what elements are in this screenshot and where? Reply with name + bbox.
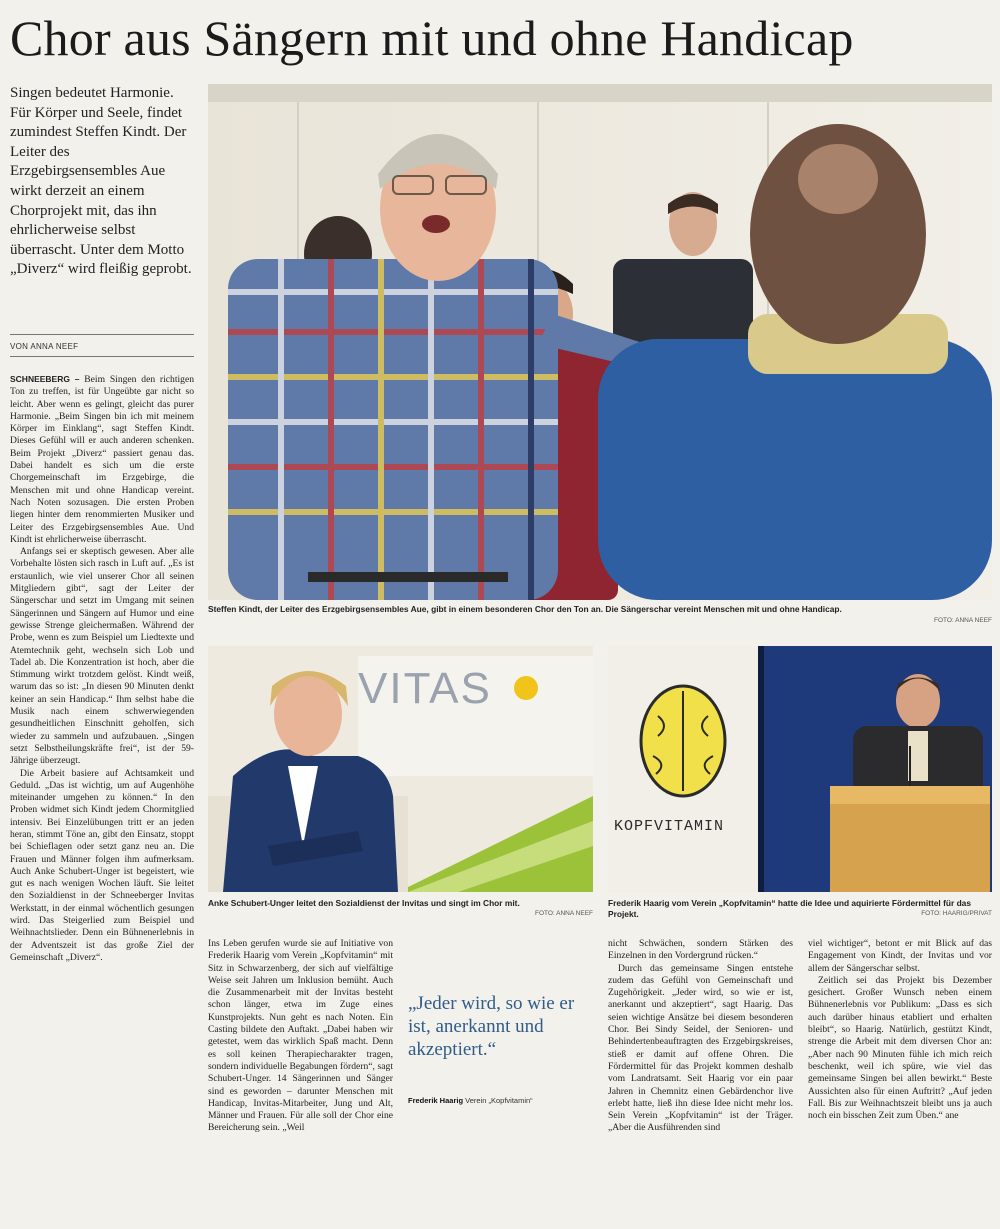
- lead-paragraph: Singen bedeutet Harmonie. Für Körper und Seele, findet zumindest Steffen Kindt. Der Leiter des Erzgebirgsensembles Aue wirkt derzeit an einem Chorprojekt mit, das ihn ehrlicherweise selbst überrascht. Unter dem Motto „Diverz“ wird fleißig geprobt.: [10, 85, 192, 278]
- photo-credit: FOTO: HAARIG/PRIVAT: [921, 910, 992, 917]
- kopfvitamin-image: [608, 646, 992, 892]
- article-column-5: [808, 938, 992, 1224]
- photo-caption: Steffen Kindt, der Leiter des Erzgebirgsensembles Aue, gibt in einem besonderen Chor den Ton an. Die Sängerschar vereint Menschen mit und ohne Handicap.: [208, 604, 842, 614]
- body-paragraph: nicht Schwächen, sondern Stärken des Einzelnen in den Vordergrund rücken.“: [608, 938, 793, 962]
- body-paragraph: Die Arbeit basiere auf Achtsamkeit und Geduld. „Das ist wichtig, um auf Augenhöhe miteinander umgehen zu können.“ In den Proben widmet sich Kindt jedem Chormitglied intensiv. Bei Einzelübungen tritt er an jeden heran, stimmt Töne an, gibt den Einsatz, stoppt bei Schieflagen oder setzt ganz neu an. Die Frauen und Männer folgen ihm aufmerksam. Auch Anke Schubert-Unger ist begeistert, wie gut es nach wenigen Wochen läuft. Sie leitet den Sozialdienst in der Schneeberger Invitas Werkstatt, in der einmal wöchentlich gesungen wird. Das Steigerlied zum Beispiel und Weihnachtslieder. Denn ein Bühnenerlebnis in der Adventszeit ist das große Ziel der Gemeinschaft „Diverz“.: [10, 767, 194, 963]
- photo-frederik-haarig: [608, 646, 992, 892]
- author-sign: ane: [945, 1110, 959, 1122]
- headline: Chor aus Sängern mit und ohne Handicap: [10, 10, 854, 66]
- kopfvitamin-logo-text: KOPFVITAMIN: [614, 818, 725, 835]
- photo-caption: Anke Schubert-Unger leitet den Sozialdienst der Invitas und singt im Chor mit.: [208, 898, 520, 908]
- divider: [10, 334, 194, 335]
- body-paragraph: Durch das gemeinsame Singen entstehe zudem das Gefühl von Gemeinschaft und Zugehörigkeit. „Jeder wird, so wie er ist, anerkannt und akzeptiert“, sagt Haarig. Das seien wichtige Ansätze bei diesem besonderen Chor. Bei Sindy Seidel, der Senioren- und Behindertenbeauftragten des Erzgebirgskreises, stieß er damit auf offene Ohren. Die Fördermittel für das Projekt kommen deshalb vom Landratsamt. Seit Haarig vor ein paar Jahren in Chemnitz einen Gebärdenchor live erlebt hatte, ließ ihn diese Idee nicht mehr los. Sein Verein „Kopfvitamin“ ist der Träger. „Aber die Ausführenden sind: [608, 962, 793, 1134]
- body-paragraph: viel wichtiger“, betont er mit Blick auf das Engagement von Kindt, der Invitas und vor allem der Sängerschar selbst.: [808, 938, 992, 974]
- quote-attribution: [408, 1096, 598, 1105]
- body-paragraph: Zeitlich sei das Projekt bis Dezember gesichert. Großer Wunsch neben einem Bühnenerlebnis vor Publikum: „Dass es sich auch darüber hinaus etabliert und erhalten bleibt“, so Haarig. Natürlich, gestützt Kindt, strenge die Arbeit mit dem diversen Chor an: „Aber nach 90 Minuten fühle ich mich reich beschenkt, weil ich spüre, wie viel das gemeinsame Singen bei allen bewirkt.“ Beste Aussichten also für einen Auftritt? „Auf jeden Fall. Bis zur Weihnachtszeit bleibt uns ja auch noch ein bisschen Zeit zum Üben.“: [808, 974, 992, 1122]
- body-paragraph: Anfangs sei er skeptisch gewesen. Aber alle Vorbehalte lösten sich rasch in Luft auf. „Es ist erstaunlich, wie viel unserer Chor all seinen Mitgliedern gibt“, sagt der Leiter der Sängerschar und setzt im Umgang mit seinen Sängerinnen und Sängern auf Humor und eine gewisse Strenge gleichermaßen. Während der Probe, wenn es zum Beispiel um Liedtexte und Atemtechnik geht, wechseln sich Lob und Tadel ab. Die Konzentration ist hoch, aber die Stimmung wirkt trotzdem gelöst. Kindt weiß, warum das so ist: „In diesen 90 Minuten denkt keiner an sein Handicap.“ Ihm selbst habe die Musik nach einem schwerwiegenden gesundheitlichen Einschnitt geholfen, sich wieder zu sammeln und aufzubauen. „Singen setzt Selbstheilungskräfte frei“, ist der 59-Jährige überzeugt.: [10, 546, 194, 767]
- dateline: SCHNEEBERG –: [10, 374, 80, 384]
- quote-author: Frederik Haarig: [408, 1096, 464, 1105]
- article-column-2: [208, 938, 393, 1224]
- article-column-1: [10, 373, 194, 1225]
- byline: VON ANNA NEEF: [10, 342, 79, 351]
- quote-organization: Verein „Kopfvitamin“: [465, 1096, 533, 1105]
- body-paragraph: Beim Singen den richtigen Ton zu treffen, ist für Ungeübte gar nicht so leicht. Aber wenn es gelingt, gleicht das purer Harmonie. „Beim Singen bin ich mit meinem Körper im Einklang“, sagt Steffen Kindt. Dieses Gefühl will er auch anderen schenken. Beim Projekt „Diverz“ passiert genau das. Dabei handelt es sich um die erste Chorgemeinschaft im Erzgebirge, die Menschen mit und ohne Handicap vereint. Nach Noten sozusagen. Die ersten Proben liegen hinter dem renommierten Musiker und Leiter des Erzgebirgsensembles Aue. Und Kindt ist ehrlicherweise überrascht.: [10, 374, 194, 545]
- photo-credit: FOTO: ANNA NEEF: [933, 617, 992, 624]
- divider: [10, 356, 194, 357]
- pull-quote: „Jeder wird, so wie er ist, anerkannt und akzeptiert.“: [408, 993, 575, 1060]
- body-paragraph: Ins Leben gerufen wurde sie auf Initiative von Frederik Haarig vom Verein „Kopfvitamin“ mit Sitz in Schwarzenberg, der sich auf vielfältige Weise seit Jahren um Inklusion bemüht. Auch die Zusammenarbeit mit der Invitas besteht schon länger, etwa im Zuge eines Kunstprojekts. Nun geht es nach Noten. Ein Casting bildete den Auftakt. „Dabei haben wir getestet, wem das wirklich Spaß macht. Denn es soll keinen Therapiecharakter tragen, sondern individuelle Begabungen fördern“, sagt Schubert-Unger. 14 Sängerinnen und Sänger sind es geworden – darunter Menschen mit Handicap, Invitas-Mitarbeiter, Jung und Alt, Männer und Frauen. Für alle soll der Chor eine Bereicherung sein. „Weil: [208, 938, 393, 1134]
- invitas-sign-text: VITAS: [358, 664, 492, 713]
- photo-credit: FOTO: ANNA NEEF: [534, 910, 593, 917]
- photo-choir-rehearsal: [208, 84, 992, 600]
- article-column-4: [608, 938, 793, 1224]
- photo-caption: Frederik Haarig vom Verein „Kopfvitamin“ hatte die Idee und aquirierte Fördermittel für das Projekt.: [608, 898, 971, 919]
- choir-rehearsal-image: [208, 84, 992, 600]
